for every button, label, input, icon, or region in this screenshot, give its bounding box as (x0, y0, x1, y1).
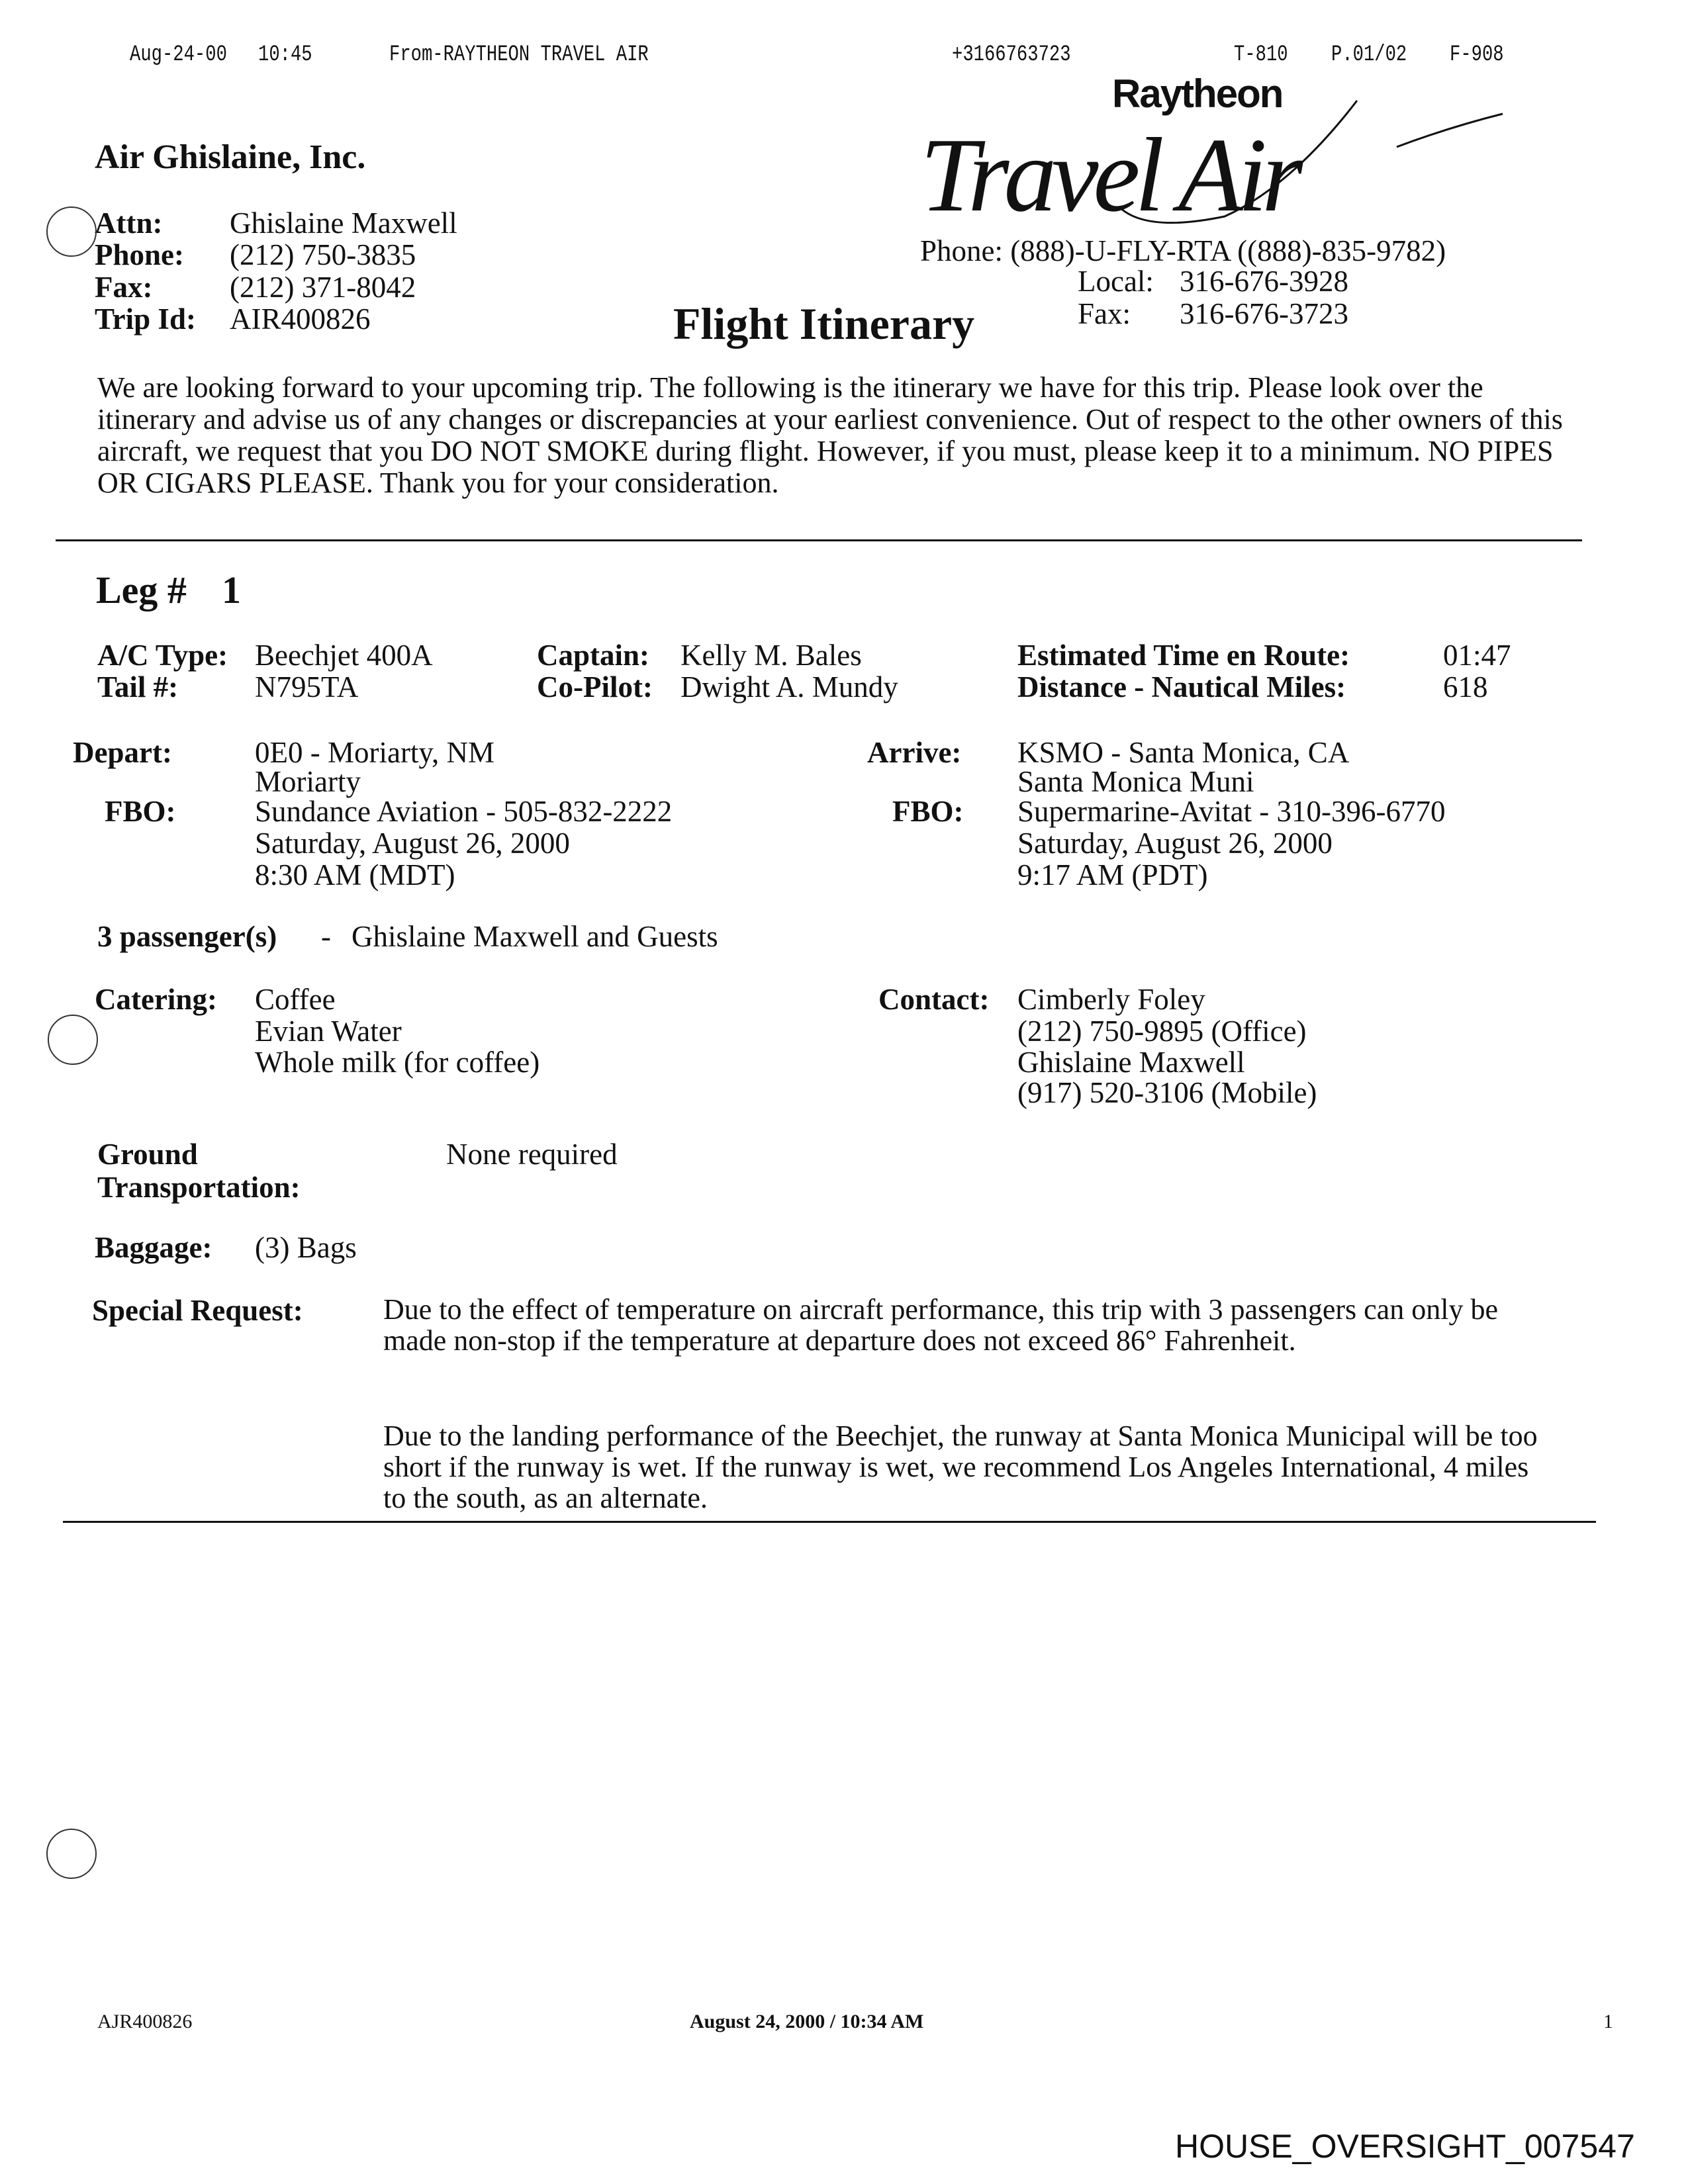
special-request-1: Due to the effect of temperature on aircraft performance, this trip with 3 passengers can only be made non-stop if the temperature at departure does not exceed 86° Fahrenheit. (383, 1293, 1498, 1357)
distance-value: 618 (1443, 670, 1488, 704)
logo-brand-top: Raytheon (1112, 71, 1283, 116)
agency-fax-label: Fax: (1078, 297, 1131, 330)
baggage-label: Baggage: (95, 1231, 212, 1264)
special-request-2: Due to the landing performance of the Beechjet, the runway at Santa Monica Municipal will be too short if the runway is wet. If the runway is wet, we recommend Los Angeles International, 4 miles to the south, as an alternate. (383, 1420, 1538, 1514)
hole-punch-icon (46, 1829, 97, 1879)
footer-printed: August 24, 2000 / 10:34 AM (690, 2011, 924, 2032)
baggage-value: (3) Bags (255, 1231, 357, 1264)
attn-value: Ghislaine Maxwell (230, 206, 457, 240)
fax-t-code: T-810 (1234, 42, 1288, 68)
leg-number: 1 (222, 569, 241, 612)
catering-item: Whole milk (for coffee) (255, 1046, 540, 1079)
depart-airport: 0E0 - Moriarty, NM (255, 736, 495, 769)
arrive-label: Arrive: (867, 736, 962, 769)
ground-label-2: Transportation: (97, 1171, 301, 1204)
depart-date: Saturday, August 26, 2000 (255, 827, 570, 860)
contact-line: Ghislaine Maxwell (1017, 1046, 1245, 1079)
client-company: Air Ghislaine, Inc. (95, 138, 366, 176)
fax-time: 10:45 (258, 42, 312, 68)
catering-label: Catering: (95, 983, 217, 1016)
passengers-dash: - (321, 920, 331, 953)
intro-paragraph: We are looking forward to your upcoming trip. The following is the itinerary we have for this trip. Please look over the itinerary and advise us of any changes or discrepancies at your earliest convenience. Out of respect to the other owners of this aircraft, we request that you DO NOT SMOKE during flight. However, if you must, please keep it to a minimum. NO PIPES OR CIGARS PLEASE. Thank you for your consideration. (97, 371, 1563, 499)
depart-time: 8:30 AM (MDT) (255, 858, 455, 891)
ground-value: None required (446, 1138, 618, 1171)
arrive-time: 9:17 AM (PDT) (1017, 858, 1208, 891)
page-title: Flight Itinerary (673, 298, 975, 349)
phone-label: Phone: (95, 238, 184, 271)
passengers-value: Ghislaine Maxwell and Guests (352, 920, 718, 953)
fax-date: Aug-24-00 (130, 42, 227, 68)
leg-label: Leg # (96, 569, 187, 612)
contact-line: Cimberly Foley (1017, 983, 1205, 1016)
divider (56, 539, 1582, 541)
ete-value: 01:47 (1443, 639, 1511, 672)
arrive-date: Saturday, August 26, 2000 (1017, 827, 1333, 860)
fax-value: (212) 371-8042 (230, 271, 416, 304)
phone-value: (212) 750-3835 (230, 238, 416, 271)
distance-label: Distance - Nautical Miles: (1017, 670, 1346, 704)
ac-type-label: A/C Type: (97, 639, 228, 672)
fax-page: P.01/02 (1331, 42, 1407, 68)
copilot-value: Dwight A. Mundy (680, 670, 898, 704)
logo-swoosh-icon (920, 71, 1516, 234)
depart-field: Moriarty (255, 765, 361, 798)
arrive-fbo: Supermarine-Avitat - 310-396-6770 (1017, 795, 1446, 828)
arrive-fbo-label: FBO: (892, 795, 964, 828)
contact-line: (212) 750-9895 (Office) (1017, 1015, 1307, 1048)
arrive-field: Santa Monica Muni (1017, 765, 1254, 798)
agency-fax: 316-676-3723 (1180, 297, 1348, 330)
trip-id-value: AIR400826 (230, 302, 371, 336)
trip-id-label: Trip Id: (95, 302, 196, 336)
fax-from: From-RAYTHEON TRAVEL AIR (389, 42, 649, 68)
ac-type-value: Beechjet 400A (255, 639, 433, 672)
special-request-label: Special Request: (92, 1294, 303, 1327)
footer-page-number: 1 (1603, 2011, 1613, 2032)
captain-value: Kelly M. Bales (680, 639, 862, 672)
contact-line: (917) 520-3106 (Mobile) (1017, 1076, 1317, 1109)
ete-label: Estimated Time en Route: (1017, 639, 1350, 672)
depart-label: Depart: (73, 736, 172, 769)
raytheon-travel-air-logo (920, 71, 1516, 234)
agency-local-label: Local: (1078, 265, 1154, 298)
agency-local: 316-676-3928 (1180, 265, 1348, 298)
divider (63, 1521, 1596, 1523)
agency-phone: Phone: (888)-U-FLY-RTA ((888)-835-9782) (920, 234, 1446, 267)
contact-label: Contact: (878, 983, 990, 1016)
passengers-label: 3 passenger(s) (97, 920, 277, 953)
ground-label-1: Ground (97, 1138, 198, 1171)
catering-item: Evian Water (255, 1015, 402, 1048)
catering-item: Coffee (255, 983, 336, 1016)
tail-value: N795TA (255, 670, 359, 704)
footer-trip-id: AJR400826 (97, 2011, 193, 2032)
arrive-airport: KSMO - Santa Monica, CA (1017, 736, 1350, 769)
depart-fbo: Sundance Aviation - 505-832-2222 (255, 795, 673, 828)
copilot-label: Co-Pilot: (537, 670, 653, 704)
hole-punch-icon (46, 206, 97, 257)
fax-phone: +3166763723 (952, 42, 1071, 68)
logo-brand-main: Travel Air (920, 116, 1298, 234)
captain-label: Captain: (537, 639, 650, 672)
fax-f-code: F-908 (1450, 42, 1504, 68)
bates-number: HOUSE_OVERSIGHT_007547 (1175, 2128, 1635, 2165)
depart-fbo-label: FBO: (105, 795, 176, 828)
fax-label: Fax: (95, 271, 153, 304)
attn-label: Attn: (95, 206, 163, 240)
tail-label: Tail #: (97, 670, 179, 704)
hole-punch-icon (48, 1015, 98, 1065)
